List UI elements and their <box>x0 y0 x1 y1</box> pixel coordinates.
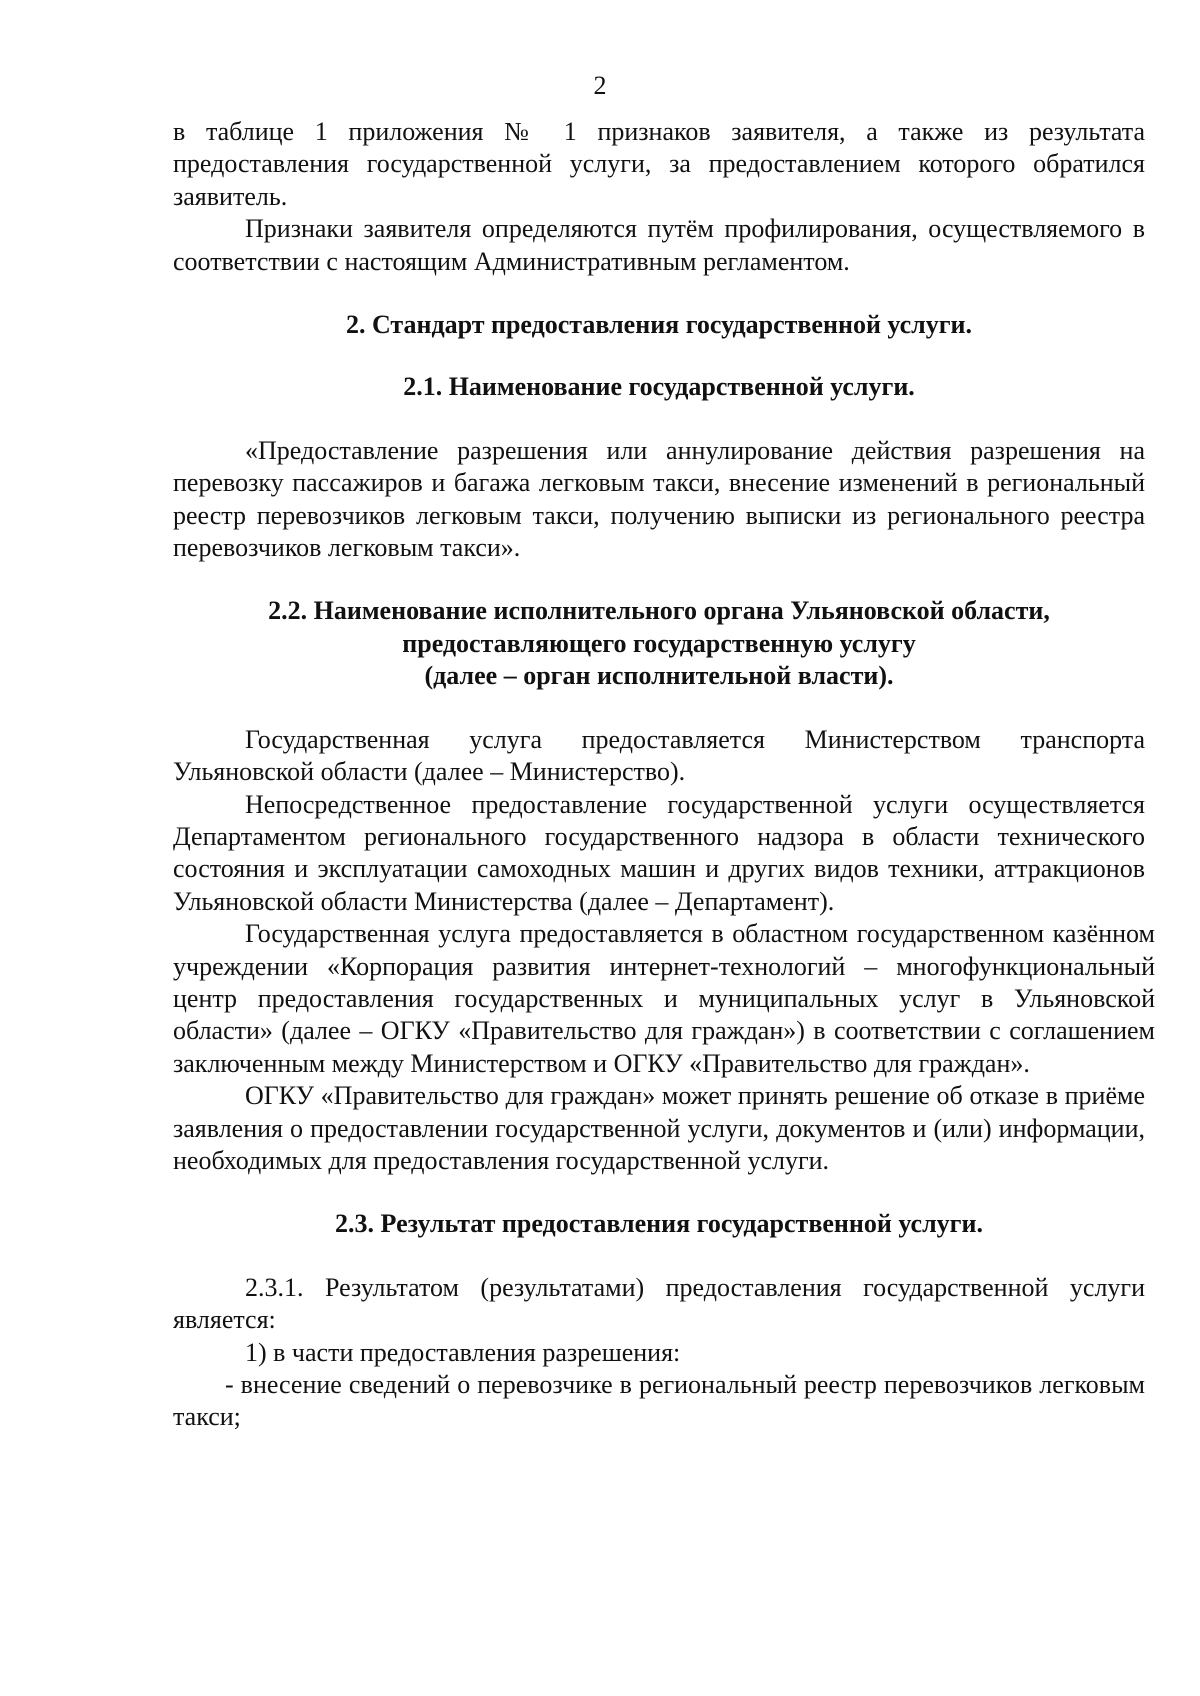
section-2-2-paragraph-department: Непосредственное предоставление государственной услуги осуществляется Департаментом регионального государственного надзора в области технического состояния и эксплуатации самоходных машин и других видов техники, аттракционов Ульяновской области Министерства (далее – Департамент). <box>173 789 1145 916</box>
section-2-2-heading <box>173 595 1145 692</box>
section-2-2-paragraph-ministry: Государственная услуга предоставляется Министерством транспорта Ульяновской области (далее – Министерство). <box>173 724 1145 787</box>
section-2-1-service-name: «Предоставление разрешения или аннулирование действия разрешения на перевозку пассажиров и багажа легковым такси, внесение изменений в региональный реестр перевозчиков легковым такси, получению выписки из регионального реестра перевозчиков легковым такси». <box>173 435 1145 563</box>
section-2-3-1-dash-item: - внесение сведений о перевозчике в региональный реестр перевозчиков легковым такси; <box>173 1370 1145 1432</box>
document-body <box>173 116 1155 1434</box>
section-2-2-heading-line-2: предоставляющего государственную услугу <box>402 628 916 658</box>
section-2-3-heading: 2.3. Результат предоставления государственной услуги. <box>335 1209 983 1239</box>
section-2-1-heading: 2.1. Наименование государственной услуги. <box>403 372 915 402</box>
section-2-3-1-paragraph: 2.3.1. Результатом (результатами) предоставления государственной услуги является: <box>173 1272 1145 1335</box>
intro-paragraph-continuation: в таблице 1 приложения № 1 признаков заявителя, а также из результата предоставления государственной услуги, за предоставлением которого обратился заявитель. <box>173 117 1145 211</box>
section-2-2-heading-line-3: (далее – орган исполнительной власти). <box>424 661 894 691</box>
section-2-2-paragraph-refusal: ОГКУ «Правительство для граждан» может принять решение об отказе в приёме заявления о предоставлении государственной услуги, документов и (или) информации, необходимых для предоставления государственной услуги. <box>173 1081 1145 1175</box>
section-2-2-heading-line-1: 2.2. Наименование исполнительного органа Ульяновской области, <box>268 596 1050 626</box>
section-2-2-paragraph-mfc: Государственная услуга предоставляется в областном государственном казённом учреждении «Корпорация развития интернет-технологий – многофункциональный центр предоставления государственных и муниципальных услуг в Ульяновской области» (далее – ОГКУ «Правительство для граждан») в соответствии с соглашением заключенным между Министерством и ОГКУ «Правительство для граждан». <box>173 919 1155 1078</box>
section-2-heading: 2. Стандарт предоставления государственной услуги. <box>345 310 973 340</box>
section-2-3-1-item-1: 1) в части предоставления разрешения: <box>245 1337 681 1367</box>
page-number: 2 <box>593 71 607 100</box>
intro-paragraph-applicant-signs: Признаки заявителя определяются путём профилирования, осуществляемого в соответствии с настоящим Административным регламентом. <box>173 214 1145 276</box>
